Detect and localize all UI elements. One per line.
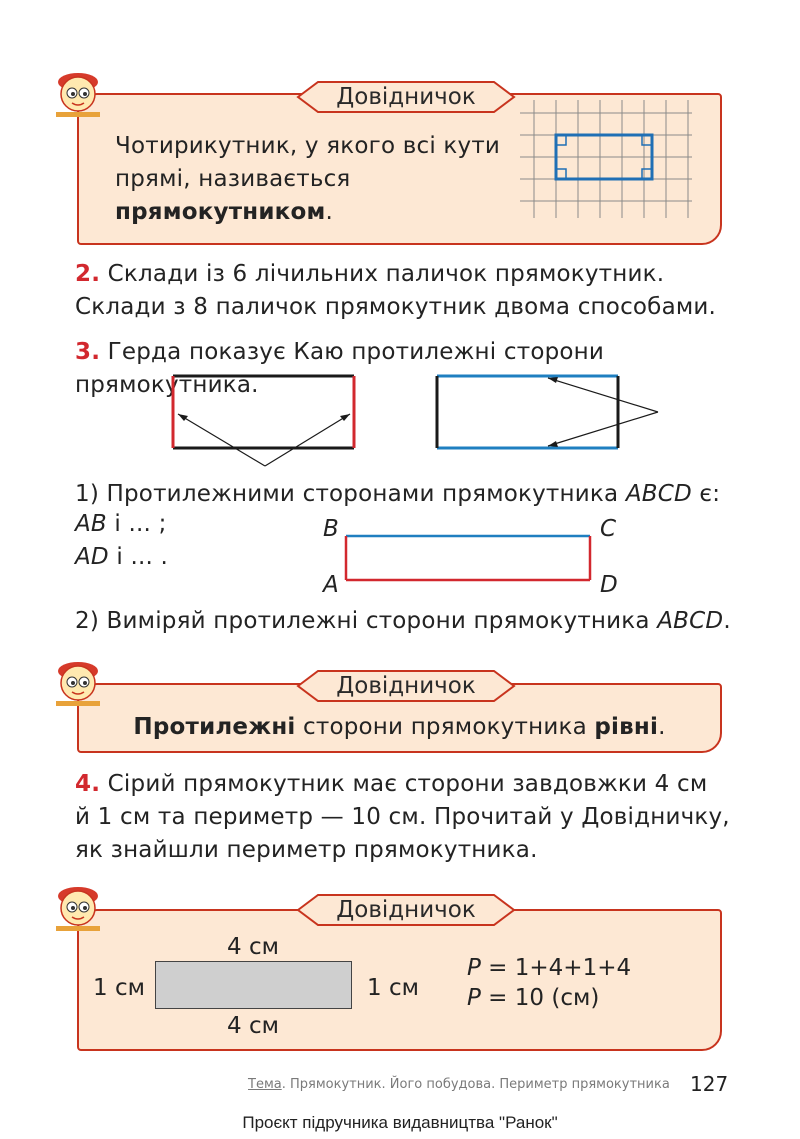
box1-period: . [325,199,333,225]
vertex-b-label: B [323,516,339,542]
q2-prefix: 2) Виміряй протилежні сторони прямокутника [75,608,658,634]
task-4-line-3: як знайшли периметр прямокутника. [75,837,538,863]
task-2-line-1 [75,258,775,291]
topic-rest: . Прямокутник. Його побудова. Периметр прямокутника [281,1077,670,1092]
task-3-number: 3. [75,339,101,365]
topic-footer [248,1077,670,1092]
task-2-line-2: Склади з 8 паличок прямокутник двома способами. [75,294,717,320]
answer-line-ad [75,541,295,574]
box2-text [77,711,722,744]
rectangle-abcd [340,530,596,586]
grid-rectangle-figure [520,100,692,218]
opposite-sides-figure [160,370,670,470]
ad-rest: і ... . [108,544,169,570]
vertex-c-label: C [600,516,617,542]
p-symbol-1: P [467,955,481,981]
reference-tab-2 [296,669,516,703]
reference-tab-1 [296,80,516,114]
left-side-label: 1 см [93,975,145,1001]
box1-line-2: прямі, називається [115,166,351,192]
formula-2-text: = 10 (см) [480,985,600,1011]
answer-line-ab [75,508,295,541]
task-2-number: 2. [75,261,101,287]
topic-word[interactable]: Тема [248,1077,282,1092]
perimeter-formula-1 [467,955,631,981]
ab-label: AB [75,511,107,537]
task-3-question-1 [75,478,785,511]
ad-label: AD [75,544,109,570]
task-3-question-2 [75,605,785,638]
q1-abcd: ABCD [625,481,692,507]
grey-rectangle [155,961,352,1009]
q2-abcd: ABCD [657,608,724,634]
box1-bold-term: прямокутником [115,199,326,225]
vertex-a-label: A [323,572,339,598]
task-2 [75,258,775,324]
task-4-text-1: Сірий прямокутник має сторони завдовжки 4 см [100,771,708,797]
box2-period: . [658,714,666,740]
vertex-d-label: D [600,572,618,598]
box1-line-1: Чотирикутник, у якого всі кути [115,133,501,159]
q2-suffix: . [723,608,731,634]
p-symbol-2: P [467,985,481,1011]
project-note: Проєкт підручника видавництва "Ранок" [242,1113,558,1132]
reference-tab-1-label: Довідничок [336,84,476,110]
task-3-text: Герда показує Каю протилежні сторони прямокутника. [75,339,605,398]
box2-middle: сторони прямокутника [295,714,595,740]
box1-line-3 [115,196,515,229]
page-number: 127 [690,1072,729,1096]
task-4 [75,768,785,867]
q1-suffix: є: [691,481,721,507]
mascot-icon [50,66,106,122]
right-side-label: 1 см [367,975,419,1001]
ab-rest: і ... ; [106,511,167,537]
box2-bold-1: Протилежні [133,714,296,740]
mascot-icon [50,880,106,936]
box1-text [115,130,515,229]
task-4-number: 4. [75,771,101,797]
task-4-line-1 [75,768,785,801]
q1-prefix: 1) Протилежними сторонами прямокутника [75,481,626,507]
task-2-text-1: Склади із 6 лічильних паличок прямокутник. [100,261,665,287]
reference-tab-2-label: Довідничок [336,673,476,699]
task-4-line-2: й 1 см та периметр — 10 см. Прочитай у Довідничку, [75,804,730,830]
reference-tab-3 [296,893,516,927]
box2-bold-2: рівні [594,714,659,740]
perimeter-formula-2 [467,985,599,1011]
bottom-side-label: 4 см [227,1013,279,1039]
task-3-answer-lines [75,508,295,574]
mascot-icon [50,655,106,711]
reference-tab-3-label: Довідничок [336,897,476,923]
top-side-label: 4 см [227,934,279,960]
formula-1-text: = 1+4+1+4 [480,955,632,981]
